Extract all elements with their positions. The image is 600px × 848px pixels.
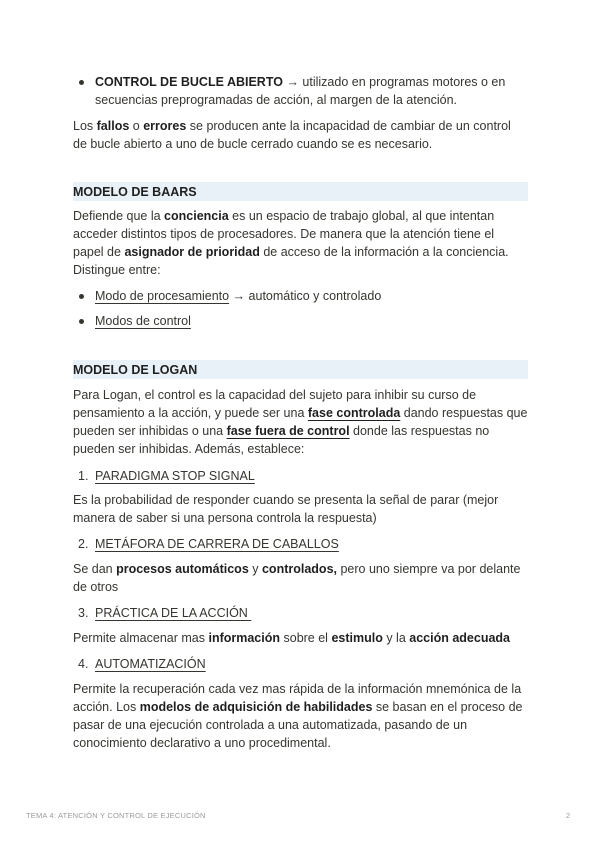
link-modo-procesamiento[interactable]: Modo de procesamiento bbox=[95, 289, 230, 303]
paragraph-item2: Se dan procesos automáticos y controlados, pero uno siempre va por delante de otros bbox=[73, 562, 521, 594]
list-item bbox=[73, 73, 528, 109]
paragraph-item3: Permite almacenar mas información sobre el estimulo y la acción adecuada bbox=[73, 631, 510, 645]
list-item: Modo de procesamiento → automático y controlado bbox=[73, 287, 528, 305]
paragraph-baars: Defiende que la conciencia es un espacio de trabajo global, al que intentan acceder distintos tipos de procesadores. De manera que la atención tiene el papel de asignador de prioridad de acceso de la información a la conciencia. Distingue entre: bbox=[73, 209, 509, 277]
section-heading-baars: MODELO DE BAARS bbox=[73, 182, 528, 201]
section-heading-logan: MODELO DE LOGAN bbox=[73, 360, 528, 379]
link-fase-controlada[interactable]: fase controlada bbox=[307, 406, 401, 420]
numbered-item-label[interactable]: PRÁCTICA DE LA ACCIÓN bbox=[95, 606, 252, 620]
paragraph-logan: Para Logan, el control es la capacidad del sujeto para inhibir su curso de pensamiento a la acción, y puede ser una fase controlada dando respuestas que pueden ser inhibidas o una fase fuera de control donde las respuestas no pueden ser inhibidas. Además, establece: bbox=[73, 388, 528, 456]
page-number: 2 bbox=[566, 811, 571, 820]
list-item bbox=[73, 312, 528, 330]
numbered-item-label[interactable]: PARADIGMA STOP SIGNAL bbox=[95, 469, 255, 483]
link-modos-control[interactable]: Modos de control bbox=[95, 314, 191, 328]
paragraph-item1: Es la probabilidad de responder cuando se presenta la señal de parar (mejor manera de saber si una persona controla la respuesta) bbox=[73, 493, 499, 525]
bullet-dot bbox=[79, 319, 84, 324]
link-fase-fuera-control[interactable]: fase fuera de control bbox=[226, 424, 350, 438]
paragraph-item4: Permite la recuperación cada vez mas rápida de la información mnemónica de la acción. Los modelos de adquisición de habilidades se basan en el proceso de pasar de una ejecución controlada a una automatizada, pasando de un conocimiento declarativo a uno procedimental. bbox=[73, 682, 523, 750]
paragraph-fallos: Los fallos o errores se producen ante la incapacidad de cambiar de un control de bucle abierto a uno de bucle cerrado cuando se es necesario. bbox=[73, 119, 511, 151]
bullet-dot bbox=[79, 294, 84, 299]
numbered-item-label[interactable]: METÁFORA DE CARRERA DE CABALLOS bbox=[95, 537, 339, 551]
bullet-dot bbox=[79, 80, 84, 85]
bullet-text: CONTROL DE BUCLE ABIERTO → utilizado en programas motores o en secuencias preprogramadas de acción, al margen de la atención. bbox=[95, 75, 506, 107]
numbered-item-label[interactable]: AUTOMATIZACIÓN bbox=[95, 657, 206, 671]
footer-title: TEMA 4: ATENCIÓN Y CONTROL DE EJECUCIÓN bbox=[26, 811, 206, 820]
